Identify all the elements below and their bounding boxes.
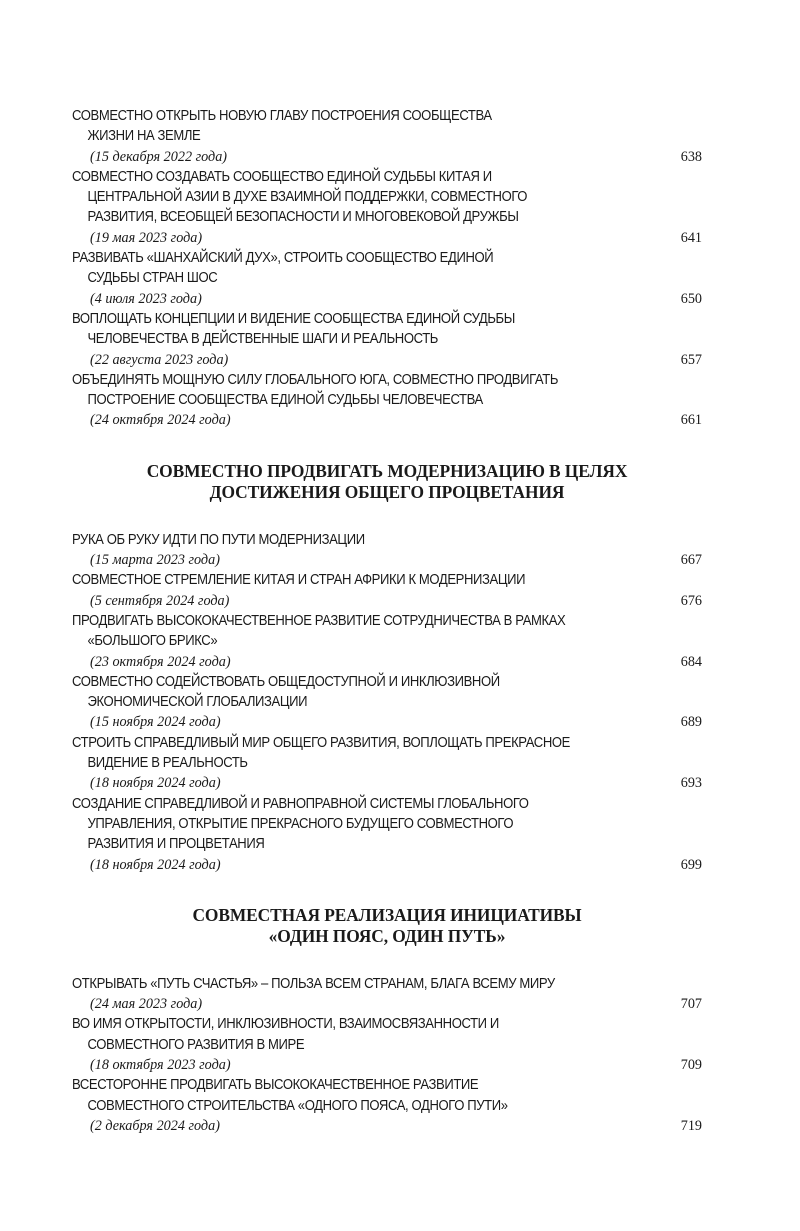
entry-date-row: [72, 773, 702, 793]
entry-date: (23 октября 2024 года): [90, 653, 231, 670]
toc-entry[interactable]: [72, 733, 702, 794]
entry-page-number: 707: [680, 996, 702, 1013]
entry-date: (22 августа 2023 года): [90, 351, 229, 368]
table-of-contents: [72, 106, 702, 1136]
entry-title-line: «БОЛЬШОГО БРИКС»: [87, 632, 218, 650]
entry-title-line: ЦЕНТРАЛЬНОЙ АЗИИ В ДУХЕ ВЗАИМНОЙ ПОДДЕРЖКИ, СОВМЕСТНОГО: [87, 188, 528, 206]
entry-title-line: ВОПЛОЩАТЬ КОНЦЕПЦИИ И ВИДЕНИЕ СООБЩЕСТВА ЕДИНОЙ СУДЬБЫ: [72, 309, 515, 327]
section-heading: [72, 905, 702, 948]
entry-title-line: ЖИЗНИ НА ЗЕМЛЕ: [87, 127, 201, 145]
entry-title-line: СОЗДАНИЕ СПРАВЕДЛИВОЙ И РАВНОПРАВНОЙ СИСТЕМЫ ГЛОБАЛЬНОГО: [72, 794, 529, 812]
section-heading-line: ДОСТИЖЕНИЯ ОБЩЕГО ПРОЦВЕТАНИЯ: [209, 482, 565, 503]
entry-title-line: ПОСТРОЕНИЕ СООБЩЕСТВА ЕДИНОЙ СУДЬБЫ ЧЕЛОВЕЧЕСТВА: [87, 391, 483, 409]
toc-entry[interactable]: [72, 672, 702, 733]
entry-date-row: [72, 550, 702, 570]
section-heading: [72, 461, 702, 504]
entry-page-number: 684: [680, 653, 702, 670]
entry-page-number: 667: [680, 552, 702, 569]
entry-page-number: 650: [680, 290, 702, 307]
entry-page-number: 641: [680, 229, 702, 246]
toc-entry[interactable]: [72, 370, 702, 431]
toc-entry[interactable]: [72, 530, 702, 571]
entry-page-number: 699: [680, 856, 702, 873]
entry-date: (18 октября 2023 года): [90, 1056, 231, 1073]
entry-date: (24 октября 2024 года): [90, 412, 231, 429]
entry-title-line: ЧЕЛОВЕЧЕСТВА В ДЕЙСТВЕННЫЕ ШАГИ И РЕАЛЬНОСТЬ: [87, 330, 438, 348]
entry-title-line: РАЗВИВАТЬ «ШАНХАЙСКИЙ ДУХ», СТРОИТЬ СООБЩЕСТВО ЕДИНОЙ: [72, 249, 494, 267]
entry-date: (15 ноября 2024 года): [90, 714, 221, 731]
toc-entry[interactable]: [72, 611, 702, 672]
entry-date: (15 декабря 2022 года): [90, 148, 228, 165]
entry-date-row: [72, 410, 702, 430]
entry-title-line: СОВМЕСТНОГО СТРОИТЕЛЬСТВА «ОДНОГО ПОЯСА, ОДНОГО ПУТИ»: [87, 1096, 508, 1114]
entry-title-line: СУДЬБЫ СТРАН ШОС: [87, 269, 218, 287]
toc-entry[interactable]: [72, 794, 702, 875]
entry-title-line: РАЗВИТИЯ, ВСЕОБЩЕЙ БЕЗОПАСНОСТИ И МНОГОВЕКОВОЙ ДРУЖБЫ: [87, 208, 519, 226]
entry-date-row: [72, 350, 702, 370]
entry-date-row: [72, 289, 702, 309]
entry-date-row: [72, 1116, 702, 1136]
entry-page-number: 638: [680, 148, 702, 165]
entry-title-line: СОВМЕСТНОЕ СТРЕМЛЕНИЕ КИТАЯ И СТРАН АФРИКИ К МОДЕРНИЗАЦИИ: [72, 571, 526, 589]
entry-date-row: [72, 994, 702, 1014]
entry-page-number: 661: [680, 412, 702, 429]
entry-title-line: ЭКОНОМИЧЕСКОЙ ГЛОБАЛИЗАЦИИ: [87, 693, 308, 711]
entry-date: (15 марта 2023 года): [90, 552, 220, 569]
entry-page-number: 676: [680, 592, 702, 609]
entry-title-line: ВИДЕНИЕ В РЕАЛЬНОСТЬ: [87, 754, 248, 772]
entry-date-row: [72, 712, 702, 732]
entry-page-number: 693: [680, 775, 702, 792]
entry-title-line: СОВМЕСТНО ОТКРЫТЬ НОВУЮ ГЛАВУ ПОСТРОЕНИЯ СООБЩЕСТВА: [72, 107, 492, 124]
entry-date: (18 ноября 2024 года): [90, 775, 221, 792]
entry-title-line: УПРАВЛЕНИЯ, ОТКРЫТИЕ ПРЕКРАСНОГО БУДУЩЕГО СОВМЕСТНОГО: [87, 814, 514, 832]
entry-date-row: [72, 1055, 702, 1075]
toc-entry[interactable]: [72, 974, 702, 1015]
entry-title-line: ОБЪЕДИНЯТЬ МОЩНУЮ СИЛУ ГЛОБАЛЬНОГО ЮГА, СОВМЕСТНО ПРОДВИГАТЬ: [72, 370, 559, 388]
entry-date-row: [72, 591, 702, 611]
entry-title-line: ОТКРЫВАТЬ «ПУТЬ СЧАСТЬЯ» – ПОЛЬЗА ВСЕМ СТРАНАМ, БЛАГА ВСЕМУ МИРУ: [72, 974, 555, 992]
entry-title-line: ПРОДВИГАТЬ ВЫСОКОКАЧЕСТВЕННОЕ РАЗВИТИЕ СОТРУДНИЧЕСТВА В РАМКАХ: [72, 611, 566, 629]
entry-page-number: 709: [680, 1056, 702, 1073]
toc-entry[interactable]: [72, 106, 702, 167]
entry-title-line: СОВМЕСТНО СОЗДАВАТЬ СООБЩЕСТВО ЕДИНОЙ СУДЬБЫ КИТАЯ И: [72, 167, 492, 185]
entry-page-number: 657: [680, 351, 702, 368]
entry-title-line: РАЗВИТИЯ И ПРОЦВЕТАНИЯ: [87, 835, 265, 853]
entry-date-row: [72, 228, 702, 248]
entry-date: (4 июля 2023 года): [90, 290, 202, 307]
entry-page-number: 689: [680, 714, 702, 731]
entry-date-row: [72, 147, 702, 167]
entry-date: (24 мая 2023 года): [90, 996, 203, 1013]
entry-date: (5 сентября 2024 года): [90, 592, 230, 609]
entry-title-line: СОВМЕСТНО СОДЕЙСТВОВАТЬ ОБЩЕДОСТУПНОЙ И ИНКЛЮЗИВНОЙ: [72, 672, 500, 690]
entry-title-line: ВО ИМЯ ОТКРЫТОСТИ, ИНКЛЮЗИВНОСТИ, ВЗАИМОСВЯЗАННОСТИ И: [72, 1015, 499, 1033]
toc-entry[interactable]: [72, 570, 702, 611]
entry-date-row: [72, 855, 702, 875]
entry-date: (2 декабря 2024 года): [90, 1117, 220, 1134]
entry-title-line: ВСЕСТОРОННЕ ПРОДВИГАТЬ ВЫСОКОКАЧЕСТВЕННОЕ РАЗВИТИЕ: [72, 1076, 479, 1094]
entry-date-row: [72, 652, 702, 672]
section-heading-line: СОВМЕСТНО ПРОДВИГАТЬ МОДЕРНИЗАЦИЮ В ЦЕЛЯХ: [146, 460, 628, 481]
section-heading-line: СОВМЕСТНАЯ РЕАЛИЗАЦИЯ ИНИЦИАТИВЫ: [192, 904, 582, 925]
toc-entry[interactable]: [72, 1014, 702, 1075]
entry-title-line: СТРОИТЬ СПРАВЕДЛИВЫЙ МИР ОБЩЕГО РАЗВИТИЯ, ВОПЛОЩАТЬ ПРЕКРАСНОЕ: [72, 733, 570, 751]
section-heading-line: «ОДИН ПОЯС, ОДИН ПУТЬ»: [268, 926, 506, 947]
toc-entry[interactable]: [72, 248, 702, 309]
entry-date: (19 мая 2023 года): [90, 229, 203, 246]
entry-date: (18 ноября 2024 года): [90, 856, 221, 873]
toc-entry[interactable]: [72, 1075, 702, 1136]
toc-entry[interactable]: [72, 309, 702, 370]
entry-page-number: 719: [680, 1117, 702, 1134]
toc-entry[interactable]: [72, 167, 702, 248]
entry-title-line: РУКА ОБ РУКУ ИДТИ ПО ПУТИ МОДЕРНИЗАЦИИ: [72, 530, 365, 548]
entry-title-line: СОВМЕСТНОГО РАЗВИТИЯ В МИРЕ: [87, 1035, 305, 1053]
